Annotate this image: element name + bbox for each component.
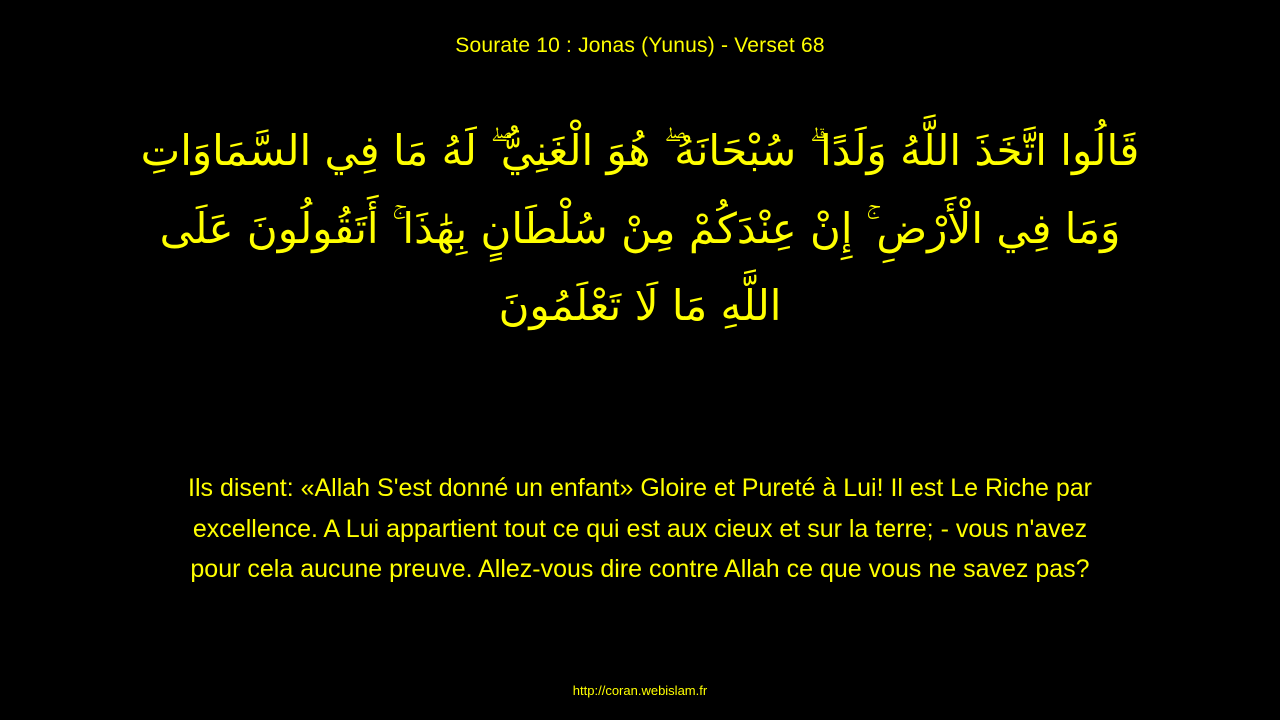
- page-title: Sourate 10 : Jonas (Yunus) - Verset 68: [455, 34, 825, 57]
- source-url: http://coran.webislam.fr: [572, 683, 708, 698]
- arabic-verse-text: قَالُوا اتَّخَذَ اللَّهُ وَلَدًا ۗ سُبْحَانَهُ ۖ هُوَ الْغَنِيُّ ۖ لَهُ مَا فِي السَّمَاوَاتِ وَمَا فِي الْأَرْضِ ۚ إِنْ عِنْدَكُمْ مِنْ سُلْطَانٍ بِهَٰذَا ۚ أَتَقُولُونَ عَلَى اللَّهِ مَا لَا تَعْلَمُونَ: [140, 126, 1140, 331]
- french-translation-text: Ils disent: «Allah S'est donné un enfant» Gloire et Pureté à Lui! Il est Le Riche par excellence. A Lui appartient tout ce qui est aux cieux et sur la terre; - vous n'avez pour cela aucune preuve. Allez-vous dire contre Allah ce que vous ne savez pas?: [188, 474, 1092, 583]
